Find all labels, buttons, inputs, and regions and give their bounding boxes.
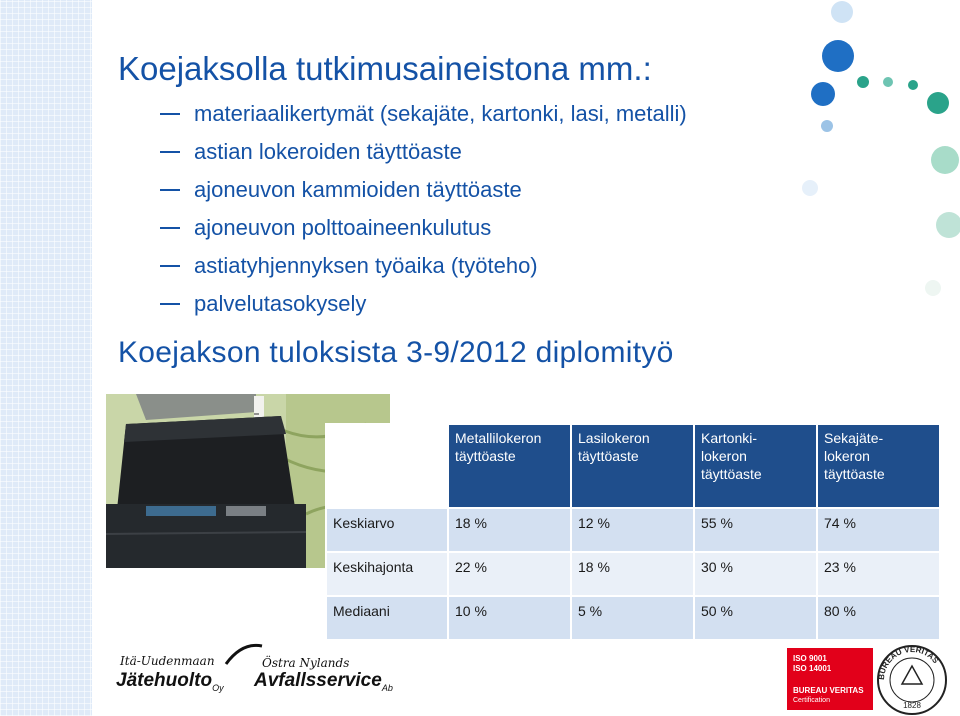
header-line: Lasilokeron: [578, 430, 650, 446]
table-row: [326, 596, 940, 640]
logo-text: Jätehuolto: [116, 670, 213, 691]
header-cell-mixed-waste: [817, 424, 940, 508]
dash-icon: [160, 189, 180, 191]
header-cell-metal: [448, 424, 571, 508]
row-label: Keskiarvo: [326, 508, 448, 552]
slide-subtitle: Koejakson tuloksista 3-9/2012 diplomityö: [118, 336, 674, 369]
dash-icon: [160, 265, 180, 267]
header-line: Sekajäte-: [824, 430, 884, 446]
dash-icon: [160, 227, 180, 229]
bullet-text: ajoneuvon polttoaineenkulutus: [194, 215, 492, 240]
decorative-dots: [790, 0, 960, 320]
bullet-text: ajoneuvon kammioiden täyttöaste: [194, 177, 522, 202]
bullet-text: astiatyhjennyksen työaika (työteho): [194, 253, 538, 278]
bureau-veritas-seal: [872, 640, 952, 716]
logo-line: Östra Nylands: [262, 656, 350, 670]
company-logo: [112, 640, 412, 704]
certification-badge: [787, 648, 873, 710]
bullet-text: palvelutasokysely: [194, 291, 367, 316]
header-line: täyttöaste: [578, 448, 639, 464]
table-cell: 50 %: [694, 596, 817, 640]
table-row: [326, 552, 940, 596]
header-line: Kartonki-: [701, 430, 758, 446]
bullet-item: [160, 251, 687, 289]
iso-label: ISO 9001: [793, 654, 827, 663]
slide-title: Koejaksolla tutkimusaineistona mm.:: [118, 50, 652, 87]
table-cell: 5 %: [571, 596, 694, 640]
bullet-item: [160, 175, 687, 213]
seal-text: BUREAU VERITAS: [876, 644, 941, 681]
logo-suffix: Oy: [212, 682, 224, 693]
bullet-text: astian lokeroiden täyttöaste: [194, 139, 462, 164]
table-cell: 10 %: [448, 596, 571, 640]
results-table: [325, 423, 941, 641]
logo-suffix: Ab: [381, 682, 393, 693]
bullet-item: [160, 213, 687, 251]
table-cell: 18 %: [448, 508, 571, 552]
table-cell: 80 %: [817, 596, 940, 640]
bullet-item: [160, 289, 687, 327]
bullet-list: [160, 99, 687, 327]
table-cell: 23 %: [817, 552, 940, 596]
header-line: täyttöaste: [701, 466, 762, 482]
iso-label: ISO 14001: [793, 664, 832, 673]
table-cell: 74 %: [817, 508, 940, 552]
table-cell: 12 %: [571, 508, 694, 552]
table-row: [326, 508, 940, 552]
swoosh-icon: [224, 640, 264, 668]
dash-icon: [160, 151, 180, 153]
table-corner-cell: [326, 424, 448, 508]
bullet-text: materiaalikertymät (sekajäte, kartonki, lasi, metalli): [194, 101, 687, 126]
cert-brand: BUREAU VERITAS: [793, 686, 864, 695]
header-line: lokeron: [824, 448, 870, 464]
table-cell: 30 %: [694, 552, 817, 596]
seal-year: 1828: [903, 701, 921, 710]
row-label: Mediaani: [326, 596, 448, 640]
table-cell: 18 %: [571, 552, 694, 596]
row-label: Keskihajonta: [326, 552, 448, 596]
header-line: täyttöaste: [824, 466, 885, 482]
table-cell: 55 %: [694, 508, 817, 552]
logo-name: [254, 670, 393, 693]
bullet-item: [160, 99, 687, 137]
logo-line: Itä-Uudenmaan: [120, 654, 215, 668]
bullet-item: [160, 137, 687, 175]
table-cell: 22 %: [448, 552, 571, 596]
header-cell-glass: [571, 424, 694, 508]
cert-label: Certification: [793, 697, 830, 704]
header-line: täyttöaste: [455, 448, 516, 464]
decorative-side-strip: [0, 0, 92, 716]
header-line: lokeron: [701, 448, 747, 464]
logo-text: Avfallsservice: [254, 670, 382, 691]
dash-icon: [160, 303, 180, 305]
logo-name: [116, 670, 224, 693]
header-line: Metallilokeron: [455, 430, 542, 446]
dash-icon: [160, 113, 180, 115]
table-header-row: [326, 424, 940, 508]
header-cell-cardboard: [694, 424, 817, 508]
